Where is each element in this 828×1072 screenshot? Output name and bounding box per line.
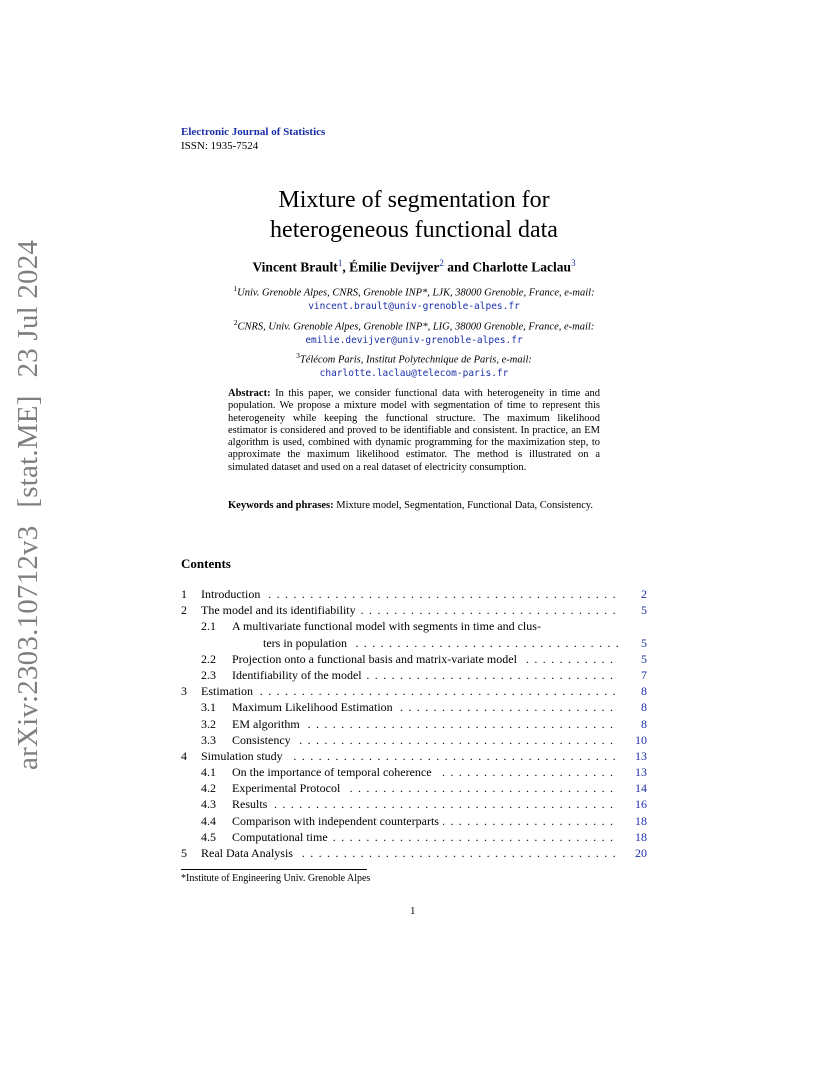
toc-page-link[interactable]: 5 bbox=[641, 651, 647, 666]
affiliation bbox=[150, 282, 678, 314]
toc-page-link[interactable]: 13 bbox=[635, 765, 647, 780]
arxiv-date: 23 Jul 2024 bbox=[12, 239, 44, 378]
toc-page-link[interactable]: 8 bbox=[641, 700, 647, 715]
title-line-1: Mixture of segmentation for bbox=[278, 187, 550, 213]
author-name: Émilie Devijver bbox=[349, 259, 440, 275]
toc-label: Consistency bbox=[232, 733, 295, 747]
toc-label: Estimation bbox=[201, 684, 257, 698]
toc-entry[interactable] bbox=[181, 796, 647, 812]
journal-header bbox=[181, 125, 325, 153]
toc-entry[interactable] bbox=[181, 829, 647, 845]
toc-number: 2.1 bbox=[201, 619, 216, 634]
toc-page-link[interactable]: 5 bbox=[641, 603, 647, 618]
keywords-label: Keywords and phrases: bbox=[228, 500, 334, 511]
abstract-label: Abstract: bbox=[228, 388, 271, 399]
toc-label-container bbox=[201, 845, 619, 861]
toc-entry[interactable] bbox=[181, 602, 647, 618]
author-name: Vincent Brault bbox=[252, 259, 338, 275]
toc-number: 1 bbox=[181, 587, 187, 601]
email-link[interactable]: emilie.devijver@univ-grenoble-alpes.fr bbox=[305, 335, 523, 346]
contents-heading: Contents bbox=[181, 556, 231, 571]
affiliation bbox=[150, 349, 678, 381]
toc-entry[interactable] bbox=[181, 764, 647, 780]
toc-label: Identifiability of the model bbox=[232, 668, 366, 682]
toc-label-container bbox=[201, 586, 619, 602]
toc-page-link[interactable]: 7 bbox=[641, 667, 647, 682]
toc-page-link[interactable]: 5 bbox=[641, 635, 647, 650]
toc-number: 4.4 bbox=[201, 813, 216, 828]
toc-label-container bbox=[232, 813, 619, 829]
author-affil-mark[interactable]: 2 bbox=[439, 258, 444, 268]
author-affil-mark[interactable]: 1 bbox=[337, 258, 343, 268]
author-affil-mark[interactable]: 3 bbox=[571, 258, 576, 268]
page-number: 1 bbox=[410, 905, 416, 917]
toc-entry[interactable] bbox=[181, 732, 647, 748]
arxiv-id[interactable]: arXiv:2303.10712v3 bbox=[12, 525, 44, 770]
toc-number: 4.3 bbox=[201, 797, 216, 812]
toc-number: 3 bbox=[181, 684, 187, 699]
toc-page-link[interactable]: 8 bbox=[641, 684, 647, 699]
keywords-text: Mixture model, Segmentation, Functional Data, Consistency. bbox=[336, 500, 594, 511]
toc-number: 3.2 bbox=[201, 716, 216, 731]
toc-number: 3.1 bbox=[201, 700, 216, 715]
toc-number: 4.1 bbox=[201, 765, 216, 780]
toc-label-container bbox=[232, 667, 619, 683]
affiliation-text: Univ. Grenoble Alpes, CNRS, Grenoble INP*, LJK, 38000 Grenoble, France, e-mail: bbox=[237, 287, 595, 299]
toc-label-container bbox=[201, 602, 619, 618]
toc-number: 5 bbox=[181, 846, 187, 860]
affiliation-text: Télécom Paris, Institut Polytechnique de Paris, e-mail: bbox=[299, 354, 532, 366]
toc-entry[interactable] bbox=[181, 780, 647, 796]
toc-page-link[interactable]: 16 bbox=[635, 797, 647, 812]
toc-label: On the importance of temporal coherence bbox=[232, 765, 436, 779]
author-separator: , bbox=[342, 259, 350, 275]
arxiv-stamp bbox=[12, 222, 45, 770]
footnote: *Institute of Engineering Univ. Grenoble Alpes bbox=[181, 873, 371, 884]
toc-label: Results bbox=[232, 797, 271, 811]
toc-label-container bbox=[232, 780, 619, 796]
toc-number: 2.2 bbox=[201, 651, 216, 666]
abstract-text: In this paper, we consider functional data with heterogeneity in time and population. We propose a mixture model with segmentation of time to represent this heterogeneity while keeping the functional structure. The maximum likelihood estimator is considered and proved to be identifiable and consistent. In practice, an EM algorithm is used, combined with dynamic programming for the maximization step, to approximate the maximum likelihood estimator. The method is illustrated on a simulated dataset and used on a real dataset of electricity consumption. bbox=[228, 388, 601, 473]
toc-page-link[interactable]: 8 bbox=[641, 716, 647, 731]
paper-title bbox=[150, 185, 678, 245]
toc-number: 2.3 bbox=[201, 667, 216, 682]
affiliation-mark: 2 bbox=[233, 318, 238, 327]
toc-entry[interactable] bbox=[181, 586, 647, 602]
arxiv-category: [stat.ME] bbox=[12, 395, 44, 508]
toc-label-container bbox=[263, 635, 619, 651]
toc-label: A multivariate functional model with segments in time and clus- bbox=[232, 619, 541, 634]
toc-entry-line[interactable] bbox=[181, 618, 647, 634]
author-name: Charlotte Laclau bbox=[472, 259, 572, 275]
toc-label: ters in population bbox=[263, 636, 351, 650]
toc-page-link[interactable]: 10 bbox=[635, 732, 647, 747]
toc-number: 3.3 bbox=[201, 732, 216, 747]
toc-entry[interactable] bbox=[181, 635, 647, 651]
journal-link[interactable]: Electronic Journal of Statistics bbox=[181, 126, 326, 138]
title-line-2: heterogeneous functional data bbox=[270, 217, 558, 243]
toc-label: Introduction bbox=[201, 587, 264, 601]
toc-number: 4.5 bbox=[201, 829, 216, 844]
toc-entry[interactable] bbox=[181, 651, 647, 667]
toc-page-link[interactable]: 20 bbox=[635, 846, 647, 860]
toc-page-link[interactable]: 13 bbox=[635, 748, 647, 763]
toc-label-container bbox=[232, 699, 619, 715]
toc-label-container bbox=[232, 829, 619, 845]
author-list bbox=[150, 258, 678, 276]
toc-page-link[interactable]: 18 bbox=[635, 813, 647, 828]
toc-number: 4 bbox=[181, 748, 187, 763]
affiliation bbox=[150, 316, 678, 348]
toc-label: Real Data Analysis bbox=[201, 846, 297, 860]
email-link[interactable]: charlotte.laclau@telecom-paris.fr bbox=[319, 368, 509, 379]
toc-label-container bbox=[232, 764, 619, 780]
toc-label-container bbox=[232, 716, 619, 732]
toc-label: Projection onto a functional basis and matrix-variate model bbox=[232, 652, 521, 666]
toc-label-container bbox=[232, 732, 619, 748]
toc-number: 4.2 bbox=[201, 781, 216, 796]
toc-label-container bbox=[201, 748, 619, 764]
toc-page-link[interactable]: 14 bbox=[635, 781, 647, 796]
author-separator: and bbox=[443, 259, 473, 275]
affiliation-mark: 1 bbox=[233, 284, 238, 293]
issn: ISSN: 1935-7524 bbox=[181, 140, 259, 152]
toc-entry[interactable] bbox=[181, 667, 647, 683]
toc-label-container bbox=[232, 651, 619, 667]
keywords bbox=[228, 500, 600, 512]
toc-entry[interactable] bbox=[181, 716, 647, 732]
toc-entry[interactable] bbox=[181, 845, 647, 861]
affiliation-mark: 3 bbox=[296, 351, 300, 360]
abstract bbox=[228, 388, 600, 474]
toc-label: Comparison with independent counterparts bbox=[232, 814, 443, 828]
toc-label: Experimental Protocol bbox=[232, 781, 344, 795]
toc-entry[interactable] bbox=[181, 748, 647, 764]
affiliation-text: CNRS, Univ. Grenoble Alpes, Grenoble INP*, LIG, 38000 Grenoble, France, e-mail: bbox=[237, 321, 595, 333]
email-link[interactable]: vincent.brault@univ-grenoble-alpes.fr bbox=[308, 301, 520, 312]
toc-entry[interactable] bbox=[181, 699, 647, 715]
table-of-contents bbox=[181, 586, 647, 861]
toc-number: 2 bbox=[181, 603, 187, 618]
toc-label: The model and its identifiability bbox=[201, 603, 360, 617]
toc-label-container bbox=[201, 683, 619, 699]
toc-entry[interactable] bbox=[181, 683, 647, 699]
toc-page-link[interactable]: 2 bbox=[641, 587, 647, 601]
toc-page-link[interactable]: 18 bbox=[635, 829, 647, 844]
toc-entry[interactable] bbox=[181, 813, 647, 829]
toc-label: Computational time bbox=[232, 830, 332, 844]
toc-label: Maximum Likelihood Estimation bbox=[232, 700, 397, 714]
toc-label: Simulation study bbox=[201, 749, 287, 763]
toc-label: EM algorithm bbox=[232, 717, 304, 731]
toc-label-container bbox=[232, 796, 619, 812]
footnote-rule bbox=[181, 869, 367, 870]
